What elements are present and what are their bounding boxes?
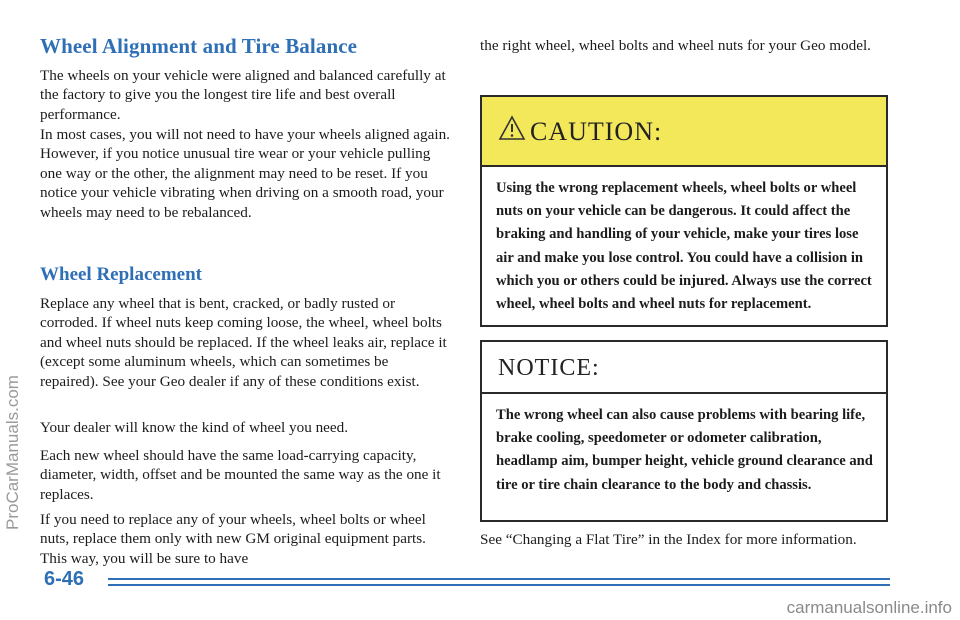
section-heading-wheel-alignment: Wheel Alignment and Tire Balance [40,34,358,58]
vertical-watermark [3,90,23,530]
caution-text: Using the wrong replacement wheels, wheel bolts or wheel nuts on your vehicle can be dangerous. It could affect the braking and handling of your vehicle, make your tires lose air and make you lose control. You could have a collision in which you or others could be injured. Always use the correct wheel, wheel bolts and wheel nuts for replacement. [496,180,872,313]
section-heading-wheel-replacement: Wheel Replacement [40,264,202,285]
paragraph-gm-parts: If you need to replace any of your wheels, wheel bolts or wheel nuts, replace them only with new GM original equipment parts. This way, you will be sure to have [40,511,426,567]
notice-text: The wrong wheel can also cause problems with bearing life, brake cooling, speedometer or odometer calibration, headlamp aim, bumper height, vehicle ground clearance and tire or tire chain clearance to the body and chassis. [496,407,873,493]
page-number: 6-46 [44,568,85,590]
notice-title: NOTICE: [498,355,600,381]
caution-header [482,97,886,167]
paragraph-alignment-intro: The wheels on your vehicle were aligned and balanced carefully at the factory to give you the longest tire life and best overall performance. [40,67,446,123]
notice-header [482,342,886,394]
paragraph-replacement-conditions: Replace any wheel that is bent, cracked, or badly rusted or corroded. If wheel nuts keep coming loose, the wheel, wheel bolts and wheel nuts should be replaced. If the wheel leaks air, replace it (except some aluminum wheels, which can sometimes be repaired). See your Geo dealer if any of these conditions exist. [40,295,447,390]
watermark-text: ProCarManuals.com [3,375,22,530]
paragraph-continued: the right wheel, wheel bolts and wheel nuts for your Geo model. [480,37,871,54]
notice-box [480,340,888,522]
paragraph-new-wheel-specs: Each new wheel should have the same load-carrying capacity, diameter, width, offset and be mounted the same way as the one it replaces. [40,447,441,503]
paragraph-dealer-knows: Your dealer will know the kind of wheel you need. [40,419,349,436]
footer-rule-bottom [108,584,890,586]
paragraph-alignment-details: In most cases, you will not need to have your wheels aligned again. However, if you notice unusual tire wear or your vehicle pulling one way or the other, the alignment may need to be reset. If you notice your vehicle vibrating when driving on a smooth road, your wheels may need to be rebalanced. [40,126,450,221]
paragraph-see-index: See “Changing a Flat Tire” in the Index for more information. [480,531,857,548]
warning-triangle-icon [498,115,526,141]
footer-rule-top [108,578,890,580]
caution-title: CAUTION: [530,117,663,146]
site-watermark: carmanualsonline.info [786,598,952,617]
caution-box [480,95,888,327]
